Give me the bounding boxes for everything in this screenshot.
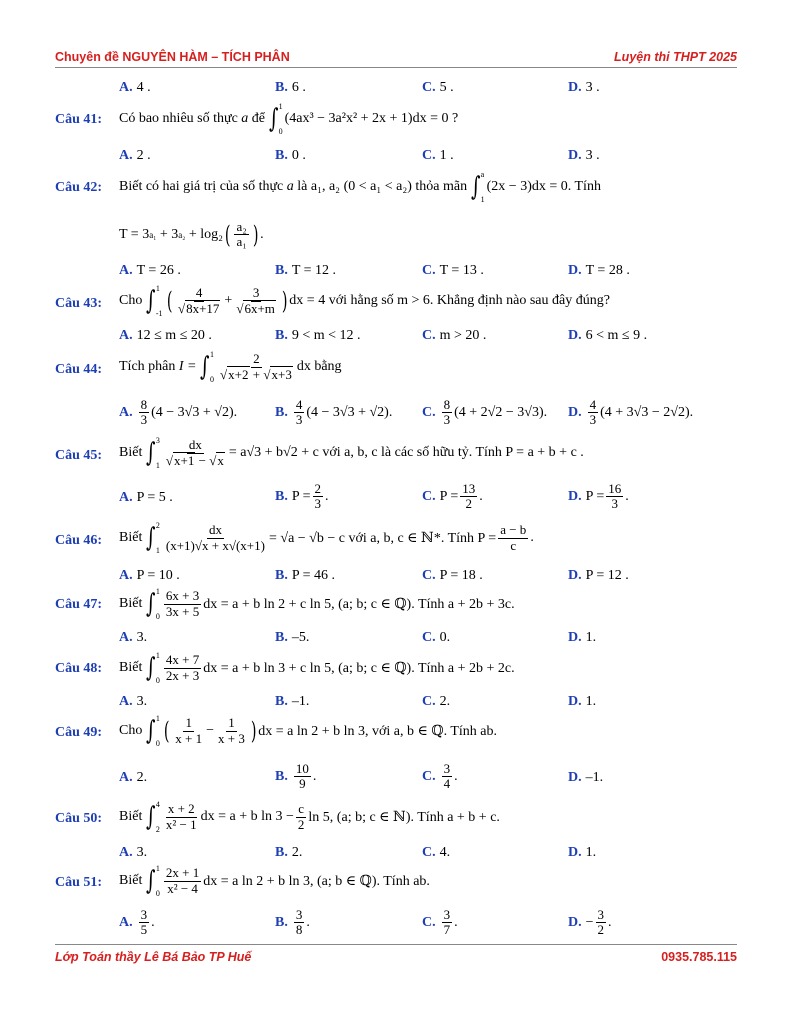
integral-sign: ∫ a 1	[471, 170, 485, 204]
q41-text: Có bao nhiêu số thực a để ∫ 1 0 (4ax³ − 3a²x² + 2x + 1)dx = 0 ?	[119, 102, 459, 136]
footer-teacher: Lớp Toán thầy Lê Bá Bảo TP Huế	[55, 950, 252, 964]
q49-number: Câu 49:	[55, 725, 103, 740]
q45-text: Biết ∫ 3 1 $\frac{dx}{√x+1 - √x}$ = a√3 + b√2 + c với a, b, c là các số hữu tỷ. Tính P = a + b + c .	[119, 436, 584, 470]
q42-formula: T = 3 a₁ + 3 a₂ + log₂ ( $\frac{\text{a₂}}{\text{a₁}}$ ) .	[119, 219, 264, 250]
q49-text: Cho ∫ 1 0 ( $\frac{1}{x + 1}$ − $\frac{1}{x + 3}$ ) dx = a ln 2 + b ln 3, với a, b ∈ ℚ. Tính ab.	[119, 714, 497, 748]
q51-text: Biết ∫ 1 0 $\frac{2x + 1}{\text{x² − 4}}$ dx = a ln 2 + b ln 3, (a; b ∈ ℚ). Tính ab.	[119, 864, 430, 898]
q50-option-d[interactable]: D. 1.	[568, 845, 597, 860]
q49-option-a[interactable]: A. 2.	[119, 770, 148, 785]
q49-option-d[interactable]: D. –1.	[568, 770, 604, 785]
q44-text: Tích phân I = ∫ 1 0 $\frac{2}{√x+2 + √x+3}$ dx bằng	[119, 350, 342, 384]
q48-text: Biết ∫ 1 0 $\frac{4x + 7}{2x + 3}$ dx = a + b ln 3 + c ln 5, (a; b; c ∈ ℚ). Tính a + 2b + 2c.	[119, 651, 515, 685]
q44-option-c[interactable]: C. $\frac{8}{3}$ (4 + 2√2 − 3√3).	[422, 397, 548, 428]
q48-option-c[interactable]: C. 2.	[422, 694, 451, 709]
q40-option-a[interactable]: A. 4 .	[119, 80, 151, 95]
q45-option-a[interactable]: A. P = 5 .	[119, 490, 173, 505]
page-header	[55, 48, 737, 68]
q50-text: Biết ∫ 4 2 $\frac{x + 2}{\text{x² − 1}}$ dx = a + b ln 3 − $\frac{c}{2}$ ln 5, (a; b; c ∈ ℕ). Tính a + b + c.	[119, 800, 500, 834]
q42-option-d[interactable]: D. T = 28 .	[568, 263, 630, 278]
q48-number: Câu 48:	[55, 661, 103, 676]
q43-text: Cho ∫ 1 -1 ( $\frac{4}{√8x+17}$ + $\frac{3}{√6x+m}$ ) dx = 4 với hằng số m > 6. Khẳng định nào sau đây đúng?	[119, 284, 610, 318]
q41-option-c[interactable]: C. 1 .	[422, 148, 454, 163]
q47-text: Biết ∫ 1 0 $\frac{6x + 3}{3x + 5}$ dx = a + b ln 2 + c ln 5, (a; b; c ∈ ℚ). Tính a + 2b + 3c.	[119, 587, 515, 621]
q44-number: Câu 44:	[55, 362, 103, 377]
q44-option-a[interactable]: A. $\frac{8}{3}$ (4 − 3√3 + √2).	[119, 397, 238, 428]
q47-option-a[interactable]: A. 3.	[119, 630, 148, 645]
q41-option-a[interactable]: A. 2 .	[119, 148, 151, 163]
q51-option-a[interactable]: A. $\frac{3}{5}$ .	[119, 907, 155, 938]
q47-option-c[interactable]: C. 0.	[422, 630, 451, 645]
q41-option-b[interactable]: B. 0 .	[275, 148, 306, 163]
q50-number: Câu 50:	[55, 811, 103, 826]
q40-option-c[interactable]: C. 5 .	[422, 80, 454, 95]
q46-option-a[interactable]: A. P = 10 .	[119, 568, 180, 583]
q50-option-b[interactable]: B. 2.	[275, 845, 303, 860]
q44-option-d[interactable]: D. $\frac{4}{3}$ (4 + 3√3 − 2√2).	[568, 397, 694, 428]
q47-option-b[interactable]: B. –5.	[275, 630, 310, 645]
q50-option-a[interactable]: A. 3.	[119, 845, 148, 860]
q46-option-b[interactable]: B. P = 46 .	[275, 568, 336, 583]
q51-option-d[interactable]: D. − $\frac{3}{2}$ .	[568, 907, 612, 938]
q46-option-d[interactable]: D. P = 12 .	[568, 568, 629, 583]
page-footer	[55, 944, 737, 966]
q43-option-a[interactable]: A. 12 ≤ m ≤ 20 .	[119, 328, 212, 343]
q40-option-d[interactable]: D. 3 .	[568, 80, 600, 95]
q42-text: Biết có hai giá trị của số thực a là a₁, a₂ (0 < a₁ < a₂) thỏa mãn ∫ a 1 (2x − 3)dx = 0. Tính	[119, 170, 601, 204]
q43-option-b[interactable]: B. 9 < m < 12 .	[275, 328, 361, 343]
q43-option-c[interactable]: C. m > 20 .	[422, 328, 487, 343]
q47-number: Câu 47:	[55, 597, 103, 612]
q42-option-a[interactable]: A. T = 26 .	[119, 263, 181, 278]
q48-option-b[interactable]: B. –1.	[275, 694, 310, 709]
q46-option-c[interactable]: C. P = 18 .	[422, 568, 483, 583]
q44-option-b[interactable]: B. $\frac{4}{3}$ (4 − 3√3 + √2).	[275, 397, 393, 428]
q45-option-b[interactable]: B. P = $\frac{2}{3}$ .	[275, 481, 329, 512]
q40-option-b[interactable]: B. 6 .	[275, 80, 306, 95]
q48-option-a[interactable]: A. 3.	[119, 694, 148, 709]
q49-option-c[interactable]: C. $\frac{3}{4}$ .	[422, 761, 458, 792]
q45-number: Câu 45:	[55, 448, 103, 463]
q47-option-d[interactable]: D. 1.	[568, 630, 597, 645]
q51-number: Câu 51:	[55, 875, 103, 890]
q46-number: Câu 46:	[55, 533, 103, 548]
q51-option-c[interactable]: C. $\frac{3}{7}$ .	[422, 907, 458, 938]
footer-phone: 0935.785.115	[661, 950, 737, 964]
q41-number: Câu 41:	[55, 112, 103, 127]
q43-number: Câu 43:	[55, 296, 103, 311]
q45-option-d[interactable]: D. P = $\frac{16}{3}$ .	[568, 481, 629, 512]
q48-option-d[interactable]: D. 1.	[568, 694, 597, 709]
q43-option-d[interactable]: D. 6 < m ≤ 9 .	[568, 328, 648, 343]
q45-option-c[interactable]: C. P = $\frac{13}{2}$ .	[422, 481, 483, 512]
q42-option-b[interactable]: B. T = 12 .	[275, 263, 337, 278]
q42-option-c[interactable]: C. T = 13 .	[422, 263, 484, 278]
q41-option-d[interactable]: D. 3 .	[568, 148, 600, 163]
integral-sign: ∫ 1 0	[269, 102, 283, 136]
q51-option-b[interactable]: B. $\frac{3}{8}$ .	[275, 907, 310, 938]
q46-text: Biết ∫ 2 1 $\frac{dx}{(x+1)√x + x√(x+1)}$ = √a − √b − c với a, b, c ∈ ℕ*. Tính P = $\frac{a - b}{c}$ .	[119, 521, 534, 555]
q49-option-b[interactable]: B. $\frac{10}{9}$ .	[275, 761, 317, 792]
q42-number: Câu 42:	[55, 180, 103, 195]
header-topic: Chuyên đề NGUYÊN HÀM – TÍCH PHÂN	[55, 50, 290, 64]
q50-option-c[interactable]: C. 4.	[422, 845, 451, 860]
header-exam: Luyện thi THPT 2025	[614, 50, 737, 64]
